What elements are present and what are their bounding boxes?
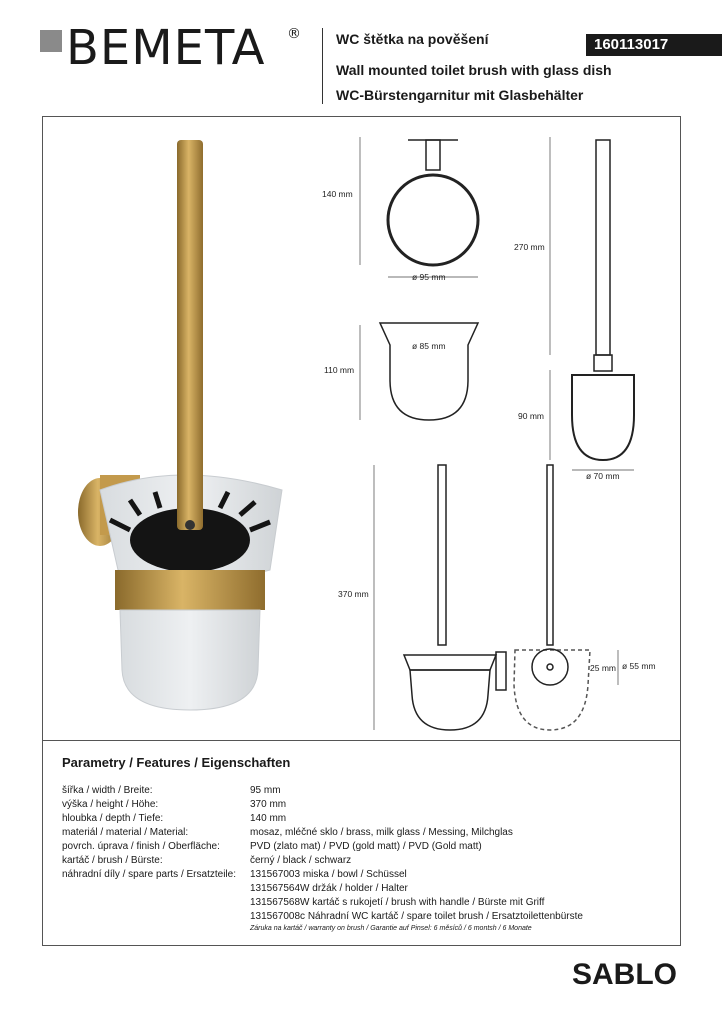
title-cz: WC štětka na pověšení bbox=[336, 31, 489, 47]
header-divider bbox=[322, 28, 323, 104]
warranty-note: Záruka na kartáč / warranty on brush / Garantie auf Pinsel: 6 měsíců / 6 montsh / 6 Monate bbox=[250, 925, 532, 932]
feature-label: hloubka / depth / Tiefe: bbox=[62, 813, 164, 824]
section-separator bbox=[42, 740, 681, 741]
technical-drawings bbox=[300, 125, 680, 735]
product-code: 160113017 bbox=[586, 34, 722, 56]
dim-brush-length: 270 mm bbox=[514, 242, 545, 252]
feature-value: 370 mm bbox=[250, 799, 287, 810]
dim-rose-depth: 25 mm bbox=[590, 663, 616, 673]
dim-holder-diameter: ø 95 mm bbox=[412, 272, 446, 282]
feature-label: výška / height / Höhe: bbox=[62, 799, 159, 810]
brand-logo: BEMETA bbox=[66, 20, 266, 76]
dim-brush-head-height: 90 mm bbox=[518, 411, 544, 421]
brush-handle bbox=[177, 140, 203, 530]
feature-value: PVD (zlato mat) / PVD (gold matt) / PVD (Gold matt) bbox=[250, 841, 482, 852]
feature-label: šířka / width / Breite: bbox=[62, 785, 153, 796]
registered-mark: ® bbox=[287, 26, 301, 42]
dim-brush-head-diameter: ø 70 mm bbox=[586, 471, 620, 481]
feature-label: náhradní díly / spare parts / Ersatzteile: bbox=[62, 869, 236, 880]
title-de: WC-Bürstengarnitur mit Glasbehälter bbox=[336, 87, 584, 103]
product-photo bbox=[60, 130, 300, 720]
series-name: SABLO bbox=[572, 958, 677, 991]
dim-bowl-height: 110 mm bbox=[324, 365, 355, 375]
features-title: Parametry / Features / Eigenschaften bbox=[62, 755, 291, 770]
feature-value: 140 mm bbox=[250, 813, 287, 824]
spare-part-replacement-brush: 131567008c Náhradní WC kartáč / spare toilet brush / Ersatztoilettenbürste bbox=[250, 911, 583, 922]
feature-value: 95 mm bbox=[250, 785, 281, 796]
feature-value: 131567003 miska / bowl / Schüssel bbox=[250, 869, 407, 880]
dim-rose-diameter: ø 55 mm bbox=[622, 661, 656, 671]
feature-value: černý / black / schwarz bbox=[250, 855, 352, 866]
dim-holder-height: 140 mm bbox=[322, 189, 353, 199]
feature-value: mosaz, mléčné sklo / brass, milk glass / Messing, Milchglas bbox=[250, 827, 513, 838]
title-en: Wall mounted toilet brush with glass dish bbox=[336, 62, 612, 78]
feature-label: materiál / material / Material: bbox=[62, 827, 189, 838]
logo-square-mark bbox=[40, 30, 62, 52]
spare-part-brush: 131567568W kartáč s rukojetí / brush with handle / Bürste mit Griff bbox=[250, 897, 545, 908]
glass-bowl bbox=[120, 610, 260, 710]
spare-part-holder: 131567564W držák / holder / Halter bbox=[250, 883, 408, 894]
holder-ring bbox=[115, 570, 265, 610]
feature-label: povrch. úprava / finish / Oberfläche: bbox=[62, 841, 220, 852]
feature-label: kartáč / brush / Bürste: bbox=[62, 855, 163, 866]
dim-bowl-diameter: ø 85 mm bbox=[412, 341, 446, 351]
dim-total-height: 370 mm bbox=[338, 589, 369, 599]
